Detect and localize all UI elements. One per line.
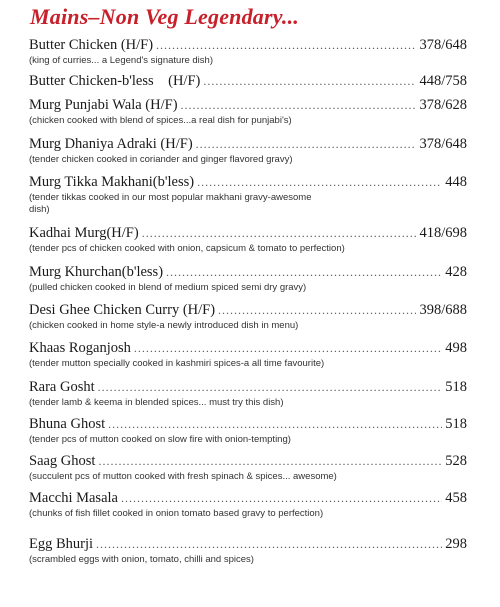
leader-dots — [156, 37, 416, 54]
item-price: 378/648 — [419, 136, 467, 152]
item-name: Butter Chicken-b'less (H/F) — [29, 73, 201, 89]
menu-item-kadhai-murg — [29, 225, 467, 255]
item-description: (scrambled eggs with onion, tomato, chilli and spices) — [29, 554, 254, 565]
item-description: (tender lamb & keema in blended spices... must try this dish) — [29, 397, 284, 408]
item-price: 518 — [445, 416, 467, 432]
leader-dots — [98, 453, 442, 470]
item-name: Kadhai Murg(H/F) — [29, 225, 139, 241]
leader-dots — [196, 136, 417, 153]
leader-dots — [98, 379, 443, 396]
menu-item-murg-khurchan — [29, 264, 467, 294]
item-price: 458 — [445, 490, 467, 506]
item-price: 528 — [445, 453, 467, 469]
item-description: (chicken cooked with blend of spices...a real dish for punjabi's) — [29, 115, 292, 126]
leader-dots — [142, 225, 417, 242]
item-description: (succulent pcs of mutton cooked with fresh spinach & spices... awesome) — [29, 471, 337, 482]
section-title: Mains–Non Veg Legendary... — [30, 4, 300, 29]
item-name: Murg Punjabi Wala (H/F) — [29, 97, 178, 113]
leader-dots — [197, 174, 442, 191]
menu-item-saag-ghost — [29, 453, 467, 483]
item-name: Murg Khurchan(b'less) — [29, 264, 164, 280]
item-description: (chunks of fish fillet cooked in onion tomato based gravy to perfection) — [29, 508, 324, 519]
menu-item-rara-gosht — [29, 379, 467, 409]
item-name: Macchi Masala — [29, 490, 118, 506]
menu-item-bhuna-ghost — [29, 416, 467, 446]
item-name: Desi Ghee Chicken Curry (H/F) — [29, 302, 216, 318]
item-price: 448/758 — [419, 73, 467, 89]
menu-item-khaas-roganjosh — [29, 340, 467, 370]
leader-dots — [181, 97, 417, 114]
item-name: Butter Chicken (H/F) — [29, 37, 154, 53]
item-description: (king of curries... a Legend's signature dish) — [29, 55, 213, 66]
item-price: 498 — [445, 340, 467, 356]
item-description: (tender pcs of mutton cooked on slow fire with onion-tempting) — [29, 434, 291, 445]
item-description: (tender tikkas cooked in our most popular makhani gravy-awesome dish) — [29, 192, 312, 215]
item-name: Murg Tikka Makhani(b'less) — [29, 174, 195, 190]
menu-item-egg-bhurji — [29, 536, 467, 566]
menu-item-murg-dhaniya-adraki — [29, 136, 467, 166]
item-price: 378/628 — [419, 97, 467, 113]
item-description: (chicken cooked in home style-a newly introduced dish in menu) — [29, 320, 299, 331]
item-description: (tender mutton specially cooked in kashmiri spices-a all time favourite) — [29, 358, 325, 369]
menu-item-desi-ghee-chicken-curry — [29, 302, 467, 332]
item-name: Khaas Roganjosh — [29, 340, 131, 356]
leader-dots — [203, 73, 416, 90]
item-name: Bhuna Ghost — [29, 416, 106, 432]
leader-dots — [134, 340, 442, 357]
item-price: 428 — [445, 264, 467, 280]
item-price: 518 — [445, 379, 467, 395]
item-description: (tender pcs of chicken cooked with onion, capsicum & tomato to perfection) — [29, 243, 345, 254]
item-name: Egg Bhurji — [29, 536, 94, 552]
leader-dots — [96, 536, 442, 553]
item-name: Rara Gosht — [29, 379, 95, 395]
item-price: 418/698 — [419, 225, 467, 241]
leader-dots — [121, 490, 442, 507]
item-description: (pulled chicken cooked in blend of medium spiced semi dry gravy) — [29, 282, 307, 293]
item-name: Murg Dhaniya Adraki (H/F) — [29, 136, 193, 152]
menu-item-butter-chicken-boneless — [29, 73, 467, 90]
item-description: (tender chicken cooked in coriander and ginger flavored gravy) — [29, 154, 293, 165]
menu-item-murg-punjabi-wala — [29, 97, 467, 127]
leader-dots — [218, 302, 416, 319]
menu-item-murg-tikka-makhani — [29, 174, 467, 216]
item-name: Saag Ghost — [29, 453, 96, 469]
item-price: 378/648 — [419, 37, 467, 53]
item-price: 398/688 — [419, 302, 467, 318]
leader-dots — [166, 264, 442, 281]
leader-dots — [108, 416, 442, 433]
item-price: 298 — [445, 536, 467, 552]
menu-item-macchi-masala — [29, 490, 467, 520]
item-price: 448 — [445, 174, 467, 190]
menu-item-butter-chicken — [29, 37, 467, 67]
